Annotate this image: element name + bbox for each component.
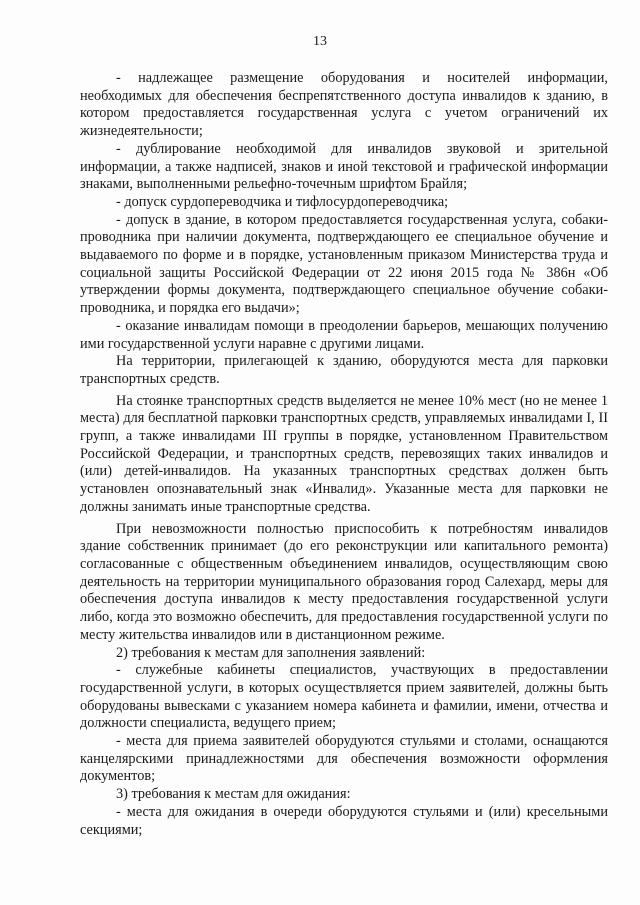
paragraph: - допуск в здание, в котором предоставляется государственная услуга, собаки-проводника при наличии документа, подтверждающего ее специальное обучение и выдаваемого по форме и в порядке, установленным приказом Министерства труда и социальной защиты Российской Федерации от 22 июня 2015 года № 386н «Об утверждении формы документа, подтверждающего специальное обучение собаки-проводника, и порядка его выдачи»;	[80, 211, 608, 317]
paragraph: На территории, прилегающей к зданию, оборудуются места для парковки транспортных средств.	[80, 353, 608, 387]
page-number: 13	[313, 34, 327, 49]
paragraph: - места для приема заявителей оборудуются стульями и столами, оснащаются канцелярскими принадлежностями для обеспечения возможности оформления документов;	[80, 733, 608, 785]
paragraph: 2) требования к местам для заполнения заявлений:	[116, 644, 426, 661]
paragraph: На стоянке транспортных средств выделяется не менее 10% мест (но не менее 1 места) для бесплатной парковки транспортных средств, управляемых инвалидами I, II групп, а также инвалидами III группы в порядке, установленном Правительством Российской Федерации, и транспортных средств, перевозящих таких инвалидов и (или) детей-инвалидов. На указанных транспортных средствах должен быть установлен опознавательный знак «Инвалид». Указанные места для парковки не должны занимать иные транспортные средства.	[80, 392, 608, 515]
paragraph: При невозможности полностью приспособить к потребностям инвалидов здание собственник принимает (до его реконструкции или капитального ремонта) согласованные с общественным объединением инвалидов, осуществляющим свою деятельность на территории муниципального образования город Салехард, меры для обеспечения доступа инвалидов к месту предоставления государственной услуги либо, когда это возможно обеспечить, для предоставления государственной услуги по месту жительства инвалидов или в дистанционном режиме.	[80, 520, 608, 643]
document-body	[80, 70, 608, 839]
paragraph: - допуск сурдопереводчика и тифлосурдопереводчика;	[116, 193, 449, 210]
paragraph: - места для ожидания в очереди оборудуются стульями и (или) кресельными секциями;	[80, 803, 608, 838]
paragraph: - оказание инвалидам помощи в преодолении барьеров, мешающих получению ими государственной услуги наравне с другими лицами.	[80, 317, 608, 352]
paragraph: - надлежащее размещение оборудования и носителей информации, необходимых для обеспечения беспрепятственного доступа инвалидов к зданию, в котором предоставляется государственная услуга с учетом ограничений их жизнедеятельности;	[80, 70, 608, 140]
paragraph: 3) требования к местам для ожидания:	[116, 786, 351, 803]
paragraph: - служебные кабинеты специалистов, участвующих в предоставлении государственной услуги, в которых осуществляется прием заявителей, должны быть оборудованы вывесками с указанием номера кабинета и фамилии, имени, отчества и должности специалиста, ведущего прием;	[80, 662, 608, 732]
paragraph: - дублирование необходимой для инвалидов звуковой и зрительной информации, а также надписей, знаков и иной текстовой и графической информации знаками, выполненными рельефно-точечным шрифтом Брайля;	[80, 140, 608, 193]
